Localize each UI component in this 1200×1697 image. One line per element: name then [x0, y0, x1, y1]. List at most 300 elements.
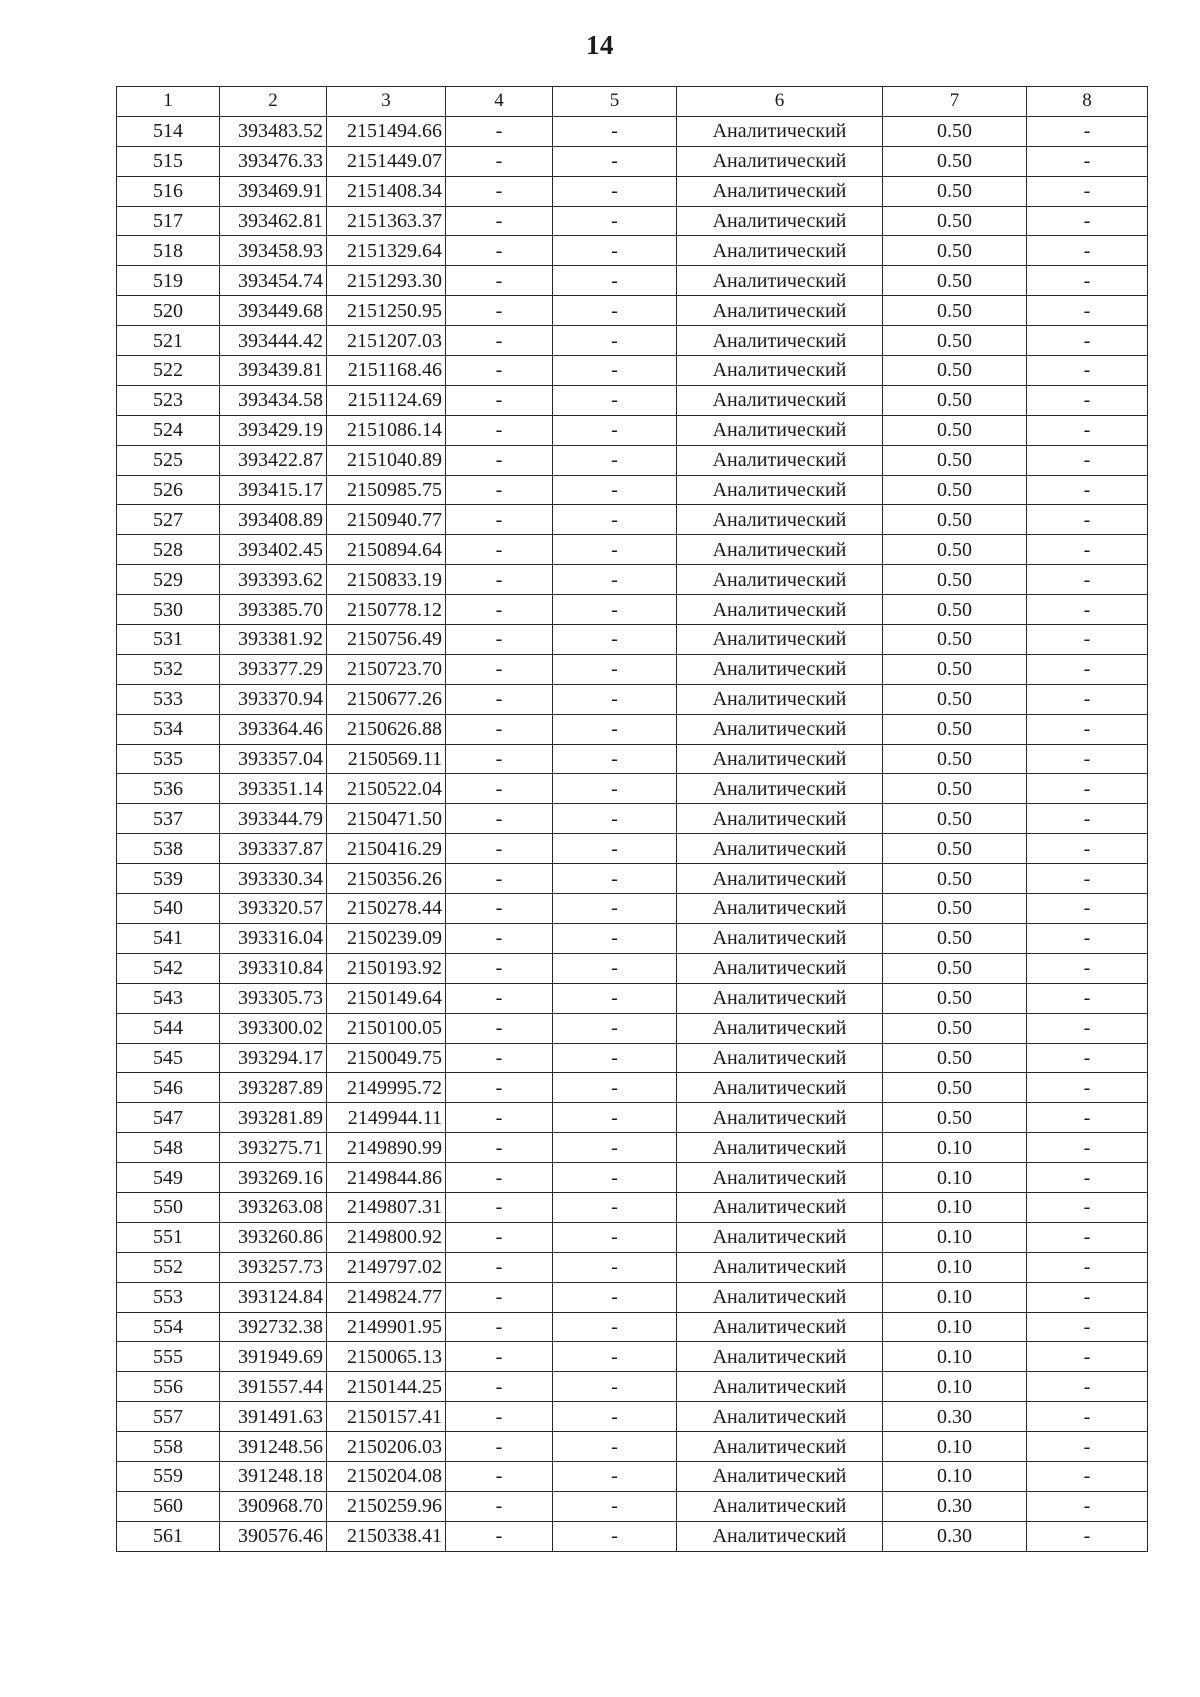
col-4-cell: -: [446, 654, 553, 684]
coord-x-cell: 393305.73: [220, 983, 327, 1013]
point-number-cell: 551: [117, 1222, 220, 1252]
col-5-cell: -: [553, 116, 677, 146]
col-8-cell: -: [1027, 206, 1148, 236]
col-5-cell: -: [553, 535, 677, 565]
coord-y-cell: 2150626.88: [327, 714, 446, 744]
col-4-cell: -: [446, 505, 553, 535]
col-4-cell: -: [446, 774, 553, 804]
point-number-cell: 534: [117, 714, 220, 744]
coord-x-cell: 393415.17: [220, 475, 327, 505]
table-row: [117, 415, 1148, 445]
table-row: [117, 1461, 1148, 1491]
col-5-cell: -: [553, 1312, 677, 1342]
coord-x-cell: 393330.34: [220, 864, 327, 894]
point-number-cell: 560: [117, 1491, 220, 1521]
col-8-cell: -: [1027, 625, 1148, 655]
point-number-cell: 514: [117, 116, 220, 146]
accuracy-cell: 0.10: [883, 1163, 1027, 1193]
method-cell: Аналитический: [677, 834, 883, 864]
point-number-cell: 515: [117, 146, 220, 176]
coord-y-cell: 2150522.04: [327, 774, 446, 804]
col-4-cell: -: [446, 326, 553, 356]
col-5-cell: -: [553, 894, 677, 924]
point-number-cell: 555: [117, 1342, 220, 1372]
coord-x-cell: 393310.84: [220, 953, 327, 983]
coord-x-cell: 393316.04: [220, 923, 327, 953]
table-row: [117, 595, 1148, 625]
col-4-cell: -: [446, 1342, 553, 1372]
method-cell: Аналитический: [677, 415, 883, 445]
col-4-cell: -: [446, 415, 553, 445]
table-row: [117, 1163, 1148, 1193]
table-row: [117, 116, 1148, 146]
accuracy-cell: 0.50: [883, 206, 1027, 236]
coord-y-cell: 2149844.86: [327, 1163, 446, 1193]
coord-x-cell: 393458.93: [220, 236, 327, 266]
table-row: [117, 804, 1148, 834]
table-row: [117, 1312, 1148, 1342]
coord-y-cell: 2149901.95: [327, 1312, 446, 1342]
col-4-cell: -: [446, 923, 553, 953]
method-cell: Аналитический: [677, 1491, 883, 1521]
coord-y-cell: 2150206.03: [327, 1432, 446, 1462]
coord-x-cell: 393429.19: [220, 415, 327, 445]
method-cell: Аналитический: [677, 1192, 883, 1222]
point-number-cell: 519: [117, 266, 220, 296]
point-number-cell: 528: [117, 535, 220, 565]
table-row: [117, 953, 1148, 983]
col-5-cell: -: [553, 176, 677, 206]
table-row: [117, 565, 1148, 595]
col-4-cell: -: [446, 744, 553, 774]
method-cell: Аналитический: [677, 744, 883, 774]
coord-x-cell: 393434.58: [220, 385, 327, 415]
col-5-cell: -: [553, 146, 677, 176]
coord-y-cell: 2151293.30: [327, 266, 446, 296]
col-8-cell: -: [1027, 1461, 1148, 1491]
accuracy-cell: 0.50: [883, 1043, 1027, 1073]
coord-x-cell: 391949.69: [220, 1342, 327, 1372]
col-8-cell: -: [1027, 1491, 1148, 1521]
point-number-cell: 523: [117, 385, 220, 415]
col-5-cell: -: [553, 1432, 677, 1462]
col-8-cell: -: [1027, 953, 1148, 983]
coord-y-cell: 2150144.25: [327, 1372, 446, 1402]
method-cell: Аналитический: [677, 1043, 883, 1073]
col-8-cell: -: [1027, 744, 1148, 774]
column-header-3: 3: [327, 87, 446, 117]
col-4-cell: -: [446, 1043, 553, 1073]
col-4-cell: -: [446, 1163, 553, 1193]
accuracy-cell: 0.50: [883, 654, 1027, 684]
col-4-cell: -: [446, 625, 553, 655]
table-row: [117, 206, 1148, 236]
point-number-cell: 521: [117, 326, 220, 356]
method-cell: Аналитический: [677, 654, 883, 684]
col-4-cell: -: [446, 1521, 553, 1551]
method-cell: Аналитический: [677, 326, 883, 356]
col-4-cell: -: [446, 1192, 553, 1222]
coord-x-cell: 393469.91: [220, 176, 327, 206]
coord-x-cell: 393124.84: [220, 1282, 327, 1312]
col-8-cell: -: [1027, 774, 1148, 804]
col-8-cell: -: [1027, 923, 1148, 953]
col-8-cell: -: [1027, 266, 1148, 296]
col-4-cell: -: [446, 1073, 553, 1103]
point-number-cell: 538: [117, 834, 220, 864]
table-row: [117, 625, 1148, 655]
method-cell: Аналитический: [677, 356, 883, 386]
col-8-cell: -: [1027, 834, 1148, 864]
coord-x-cell: 393275.71: [220, 1133, 327, 1163]
accuracy-cell: 0.10: [883, 1432, 1027, 1462]
point-number-cell: 535: [117, 744, 220, 774]
col-5-cell: -: [553, 774, 677, 804]
table-row: [117, 834, 1148, 864]
point-number-cell: 552: [117, 1252, 220, 1282]
table-row: [117, 1342, 1148, 1372]
col-4-cell: -: [446, 834, 553, 864]
coord-y-cell: 2151086.14: [327, 415, 446, 445]
coord-y-cell: 2150985.75: [327, 475, 446, 505]
col-8-cell: -: [1027, 1282, 1148, 1312]
method-cell: Аналитический: [677, 1432, 883, 1462]
accuracy-cell: 0.50: [883, 684, 1027, 714]
col-4-cell: -: [446, 146, 553, 176]
table-row: [117, 1073, 1148, 1103]
column-header-2: 2: [220, 87, 327, 117]
point-number-cell: 550: [117, 1192, 220, 1222]
table-row: [117, 1252, 1148, 1282]
method-cell: Аналитический: [677, 1163, 883, 1193]
col-5-cell: -: [553, 595, 677, 625]
coord-x-cell: 393287.89: [220, 1073, 327, 1103]
col-8-cell: -: [1027, 445, 1148, 475]
col-8-cell: -: [1027, 296, 1148, 326]
coord-y-cell: 2150193.92: [327, 953, 446, 983]
table-row: [117, 684, 1148, 714]
method-cell: Аналитический: [677, 1013, 883, 1043]
table-row: [117, 266, 1148, 296]
col-4-cell: -: [446, 1133, 553, 1163]
col-4-cell: -: [446, 864, 553, 894]
column-header-1: 1: [117, 87, 220, 117]
coord-y-cell: 2150416.29: [327, 834, 446, 864]
table-row: [117, 774, 1148, 804]
method-cell: Аналитический: [677, 1282, 883, 1312]
accuracy-cell: 0.50: [883, 385, 1027, 415]
coordinates-table: [116, 86, 1148, 1552]
method-cell: Аналитический: [677, 236, 883, 266]
col-8-cell: -: [1027, 684, 1148, 714]
col-8-cell: -: [1027, 804, 1148, 834]
accuracy-cell: 0.50: [883, 176, 1027, 206]
col-5-cell: -: [553, 1402, 677, 1432]
accuracy-cell: 0.10: [883, 1372, 1027, 1402]
accuracy-cell: 0.50: [883, 774, 1027, 804]
coord-y-cell: 2150157.41: [327, 1402, 446, 1432]
point-number-cell: 549: [117, 1163, 220, 1193]
method-cell: Аналитический: [677, 565, 883, 595]
coord-y-cell: 2150569.11: [327, 744, 446, 774]
col-4-cell: -: [446, 1372, 553, 1402]
col-5-cell: -: [553, 1282, 677, 1312]
coord-y-cell: 2150356.26: [327, 864, 446, 894]
accuracy-cell: 0.50: [883, 356, 1027, 386]
col-5-cell: -: [553, 296, 677, 326]
coord-x-cell: 392732.38: [220, 1312, 327, 1342]
method-cell: Аналитический: [677, 923, 883, 953]
method-cell: Аналитический: [677, 206, 883, 236]
col-4-cell: -: [446, 1491, 553, 1521]
coord-y-cell: 2149807.31: [327, 1192, 446, 1222]
point-number-cell: 520: [117, 296, 220, 326]
accuracy-cell: 0.50: [883, 236, 1027, 266]
accuracy-cell: 0.50: [883, 505, 1027, 535]
method-cell: Аналитический: [677, 146, 883, 176]
col-4-cell: -: [446, 565, 553, 595]
col-8-cell: -: [1027, 714, 1148, 744]
col-5-cell: -: [553, 1491, 677, 1521]
col-4-cell: -: [446, 1013, 553, 1043]
accuracy-cell: 0.10: [883, 1252, 1027, 1282]
col-5-cell: -: [553, 415, 677, 445]
coord-y-cell: 2150065.13: [327, 1342, 446, 1372]
col-4-cell: -: [446, 953, 553, 983]
col-5-cell: -: [553, 1103, 677, 1133]
table-row: [117, 1432, 1148, 1462]
coord-y-cell: 2149944.11: [327, 1103, 446, 1133]
accuracy-cell: 0.50: [883, 923, 1027, 953]
col-8-cell: -: [1027, 565, 1148, 595]
method-cell: Аналитический: [677, 983, 883, 1013]
coord-y-cell: 2149824.77: [327, 1282, 446, 1312]
accuracy-cell: 0.50: [883, 983, 1027, 1013]
point-number-cell: 516: [117, 176, 220, 206]
col-4-cell: -: [446, 1402, 553, 1432]
col-8-cell: -: [1027, 1103, 1148, 1133]
coord-y-cell: 2151363.37: [327, 206, 446, 236]
point-number-cell: 541: [117, 923, 220, 953]
table-row: [117, 864, 1148, 894]
coord-y-cell: 2150723.70: [327, 654, 446, 684]
coord-y-cell: 2150259.96: [327, 1491, 446, 1521]
col-8-cell: -: [1027, 1252, 1148, 1282]
point-number-cell: 548: [117, 1133, 220, 1163]
col-8-cell: -: [1027, 1192, 1148, 1222]
coord-x-cell: 391557.44: [220, 1372, 327, 1402]
coord-y-cell: 2150894.64: [327, 535, 446, 565]
col-5-cell: -: [553, 625, 677, 655]
accuracy-cell: 0.50: [883, 565, 1027, 595]
col-8-cell: -: [1027, 1133, 1148, 1163]
accuracy-cell: 0.50: [883, 475, 1027, 505]
method-cell: Аналитический: [677, 625, 883, 655]
coord-x-cell: 390576.46: [220, 1521, 327, 1551]
col-8-cell: -: [1027, 535, 1148, 565]
point-number-cell: 524: [117, 415, 220, 445]
page-number: 14: [586, 30, 614, 60]
coord-x-cell: 393408.89: [220, 505, 327, 535]
table-row: [117, 1282, 1148, 1312]
accuracy-cell: 0.50: [883, 595, 1027, 625]
method-cell: Аналитический: [677, 1103, 883, 1133]
coord-y-cell: 2150677.26: [327, 684, 446, 714]
coord-x-cell: 393370.94: [220, 684, 327, 714]
point-number-cell: 526: [117, 475, 220, 505]
table-row: [117, 475, 1148, 505]
coord-y-cell: 2151449.07: [327, 146, 446, 176]
method-cell: Аналитический: [677, 535, 883, 565]
col-4-cell: -: [446, 236, 553, 266]
coord-y-cell: 2150778.12: [327, 595, 446, 625]
col-4-cell: -: [446, 176, 553, 206]
col-4-cell: -: [446, 1282, 553, 1312]
column-header-4: 4: [446, 87, 553, 117]
col-5-cell: -: [553, 475, 677, 505]
col-5-cell: -: [553, 356, 677, 386]
col-5-cell: -: [553, 565, 677, 595]
coord-y-cell: 2150049.75: [327, 1043, 446, 1073]
col-8-cell: -: [1027, 385, 1148, 415]
coord-x-cell: 393364.46: [220, 714, 327, 744]
method-cell: Аналитический: [677, 684, 883, 714]
point-number-cell: 557: [117, 1402, 220, 1432]
accuracy-cell: 0.50: [883, 714, 1027, 744]
column-header-8: 8: [1027, 87, 1148, 117]
col-4-cell: -: [446, 385, 553, 415]
table-row: [117, 983, 1148, 1013]
coord-y-cell: 2149890.99: [327, 1133, 446, 1163]
col-8-cell: -: [1027, 1312, 1148, 1342]
point-number-cell: 532: [117, 654, 220, 684]
coord-x-cell: 393269.16: [220, 1163, 327, 1193]
col-5-cell: -: [553, 744, 677, 774]
col-4-cell: -: [446, 206, 553, 236]
table-row: [117, 1192, 1148, 1222]
table-row: [117, 744, 1148, 774]
method-cell: Аналитический: [677, 176, 883, 206]
accuracy-cell: 0.50: [883, 625, 1027, 655]
point-number-cell: 545: [117, 1043, 220, 1073]
accuracy-cell: 0.50: [883, 894, 1027, 924]
method-cell: Аналитический: [677, 1073, 883, 1103]
coord-y-cell: 2150833.19: [327, 565, 446, 595]
point-number-cell: 533: [117, 684, 220, 714]
point-number-cell: 522: [117, 356, 220, 386]
method-cell: Аналитический: [677, 1222, 883, 1252]
accuracy-cell: 0.50: [883, 744, 1027, 774]
col-5-cell: -: [553, 684, 677, 714]
coord-y-cell: 2149797.02: [327, 1252, 446, 1282]
accuracy-cell: 0.10: [883, 1342, 1027, 1372]
coord-x-cell: 393454.74: [220, 266, 327, 296]
accuracy-cell: 0.30: [883, 1521, 1027, 1551]
col-4-cell: -: [446, 1252, 553, 1282]
col-4-cell: -: [446, 296, 553, 326]
point-number-cell: 559: [117, 1461, 220, 1491]
col-5-cell: -: [553, 1013, 677, 1043]
col-8-cell: -: [1027, 475, 1148, 505]
coord-x-cell: 393462.81: [220, 206, 327, 236]
coord-y-cell: 2150756.49: [327, 625, 446, 655]
coord-x-cell: 391248.18: [220, 1461, 327, 1491]
coord-y-cell: 2150100.05: [327, 1013, 446, 1043]
col-8-cell: -: [1027, 356, 1148, 386]
col-8-cell: -: [1027, 236, 1148, 266]
point-number-cell: 542: [117, 953, 220, 983]
coord-x-cell: 393377.29: [220, 654, 327, 684]
table-row: [117, 1372, 1148, 1402]
coord-x-cell: 393444.42: [220, 326, 327, 356]
accuracy-cell: 0.50: [883, 445, 1027, 475]
col-5-cell: -: [553, 1192, 677, 1222]
method-cell: Аналитический: [677, 1342, 883, 1372]
col-5-cell: -: [553, 923, 677, 953]
col-8-cell: -: [1027, 1073, 1148, 1103]
col-5-cell: -: [553, 834, 677, 864]
table-row: [117, 1133, 1148, 1163]
col-5-cell: -: [553, 326, 677, 356]
col-8-cell: -: [1027, 654, 1148, 684]
col-8-cell: -: [1027, 116, 1148, 146]
method-cell: Аналитический: [677, 116, 883, 146]
method-cell: Аналитический: [677, 595, 883, 625]
col-5-cell: -: [553, 714, 677, 744]
method-cell: Аналитический: [677, 774, 883, 804]
col-5-cell: -: [553, 1342, 677, 1372]
col-5-cell: -: [553, 1043, 677, 1073]
col-5-cell: -: [553, 385, 677, 415]
accuracy-cell: 0.50: [883, 804, 1027, 834]
coord-y-cell: 2149800.92: [327, 1222, 446, 1252]
method-cell: Аналитический: [677, 296, 883, 326]
coord-x-cell: 393476.33: [220, 146, 327, 176]
table-row: [117, 236, 1148, 266]
col-8-cell: -: [1027, 415, 1148, 445]
accuracy-cell: 0.30: [883, 1491, 1027, 1521]
method-cell: Аналитический: [677, 714, 883, 744]
point-number-cell: 536: [117, 774, 220, 804]
accuracy-cell: 0.10: [883, 1461, 1027, 1491]
point-number-cell: 547: [117, 1103, 220, 1133]
method-cell: Аналитический: [677, 1252, 883, 1282]
point-number-cell: 527: [117, 505, 220, 535]
method-cell: Аналитический: [677, 1133, 883, 1163]
table-row: [117, 445, 1148, 475]
coord-x-cell: 393385.70: [220, 595, 327, 625]
coord-y-cell: 2150471.50: [327, 804, 446, 834]
col-8-cell: -: [1027, 505, 1148, 535]
coord-x-cell: 393337.87: [220, 834, 327, 864]
point-number-cell: 546: [117, 1073, 220, 1103]
table-row: [117, 1521, 1148, 1551]
point-number-cell: 539: [117, 864, 220, 894]
col-8-cell: -: [1027, 1342, 1148, 1372]
coord-x-cell: 393357.04: [220, 744, 327, 774]
coord-x-cell: 393260.86: [220, 1222, 327, 1252]
table-row: [117, 894, 1148, 924]
method-cell: Аналитический: [677, 1521, 883, 1551]
point-number-cell: 556: [117, 1372, 220, 1402]
col-4-cell: -: [446, 894, 553, 924]
method-cell: Аналитический: [677, 505, 883, 535]
col-5-cell: -: [553, 1521, 677, 1551]
table-row: [117, 1043, 1148, 1073]
accuracy-cell: 0.10: [883, 1282, 1027, 1312]
col-8-cell: -: [1027, 1043, 1148, 1073]
coord-x-cell: 390968.70: [220, 1491, 327, 1521]
